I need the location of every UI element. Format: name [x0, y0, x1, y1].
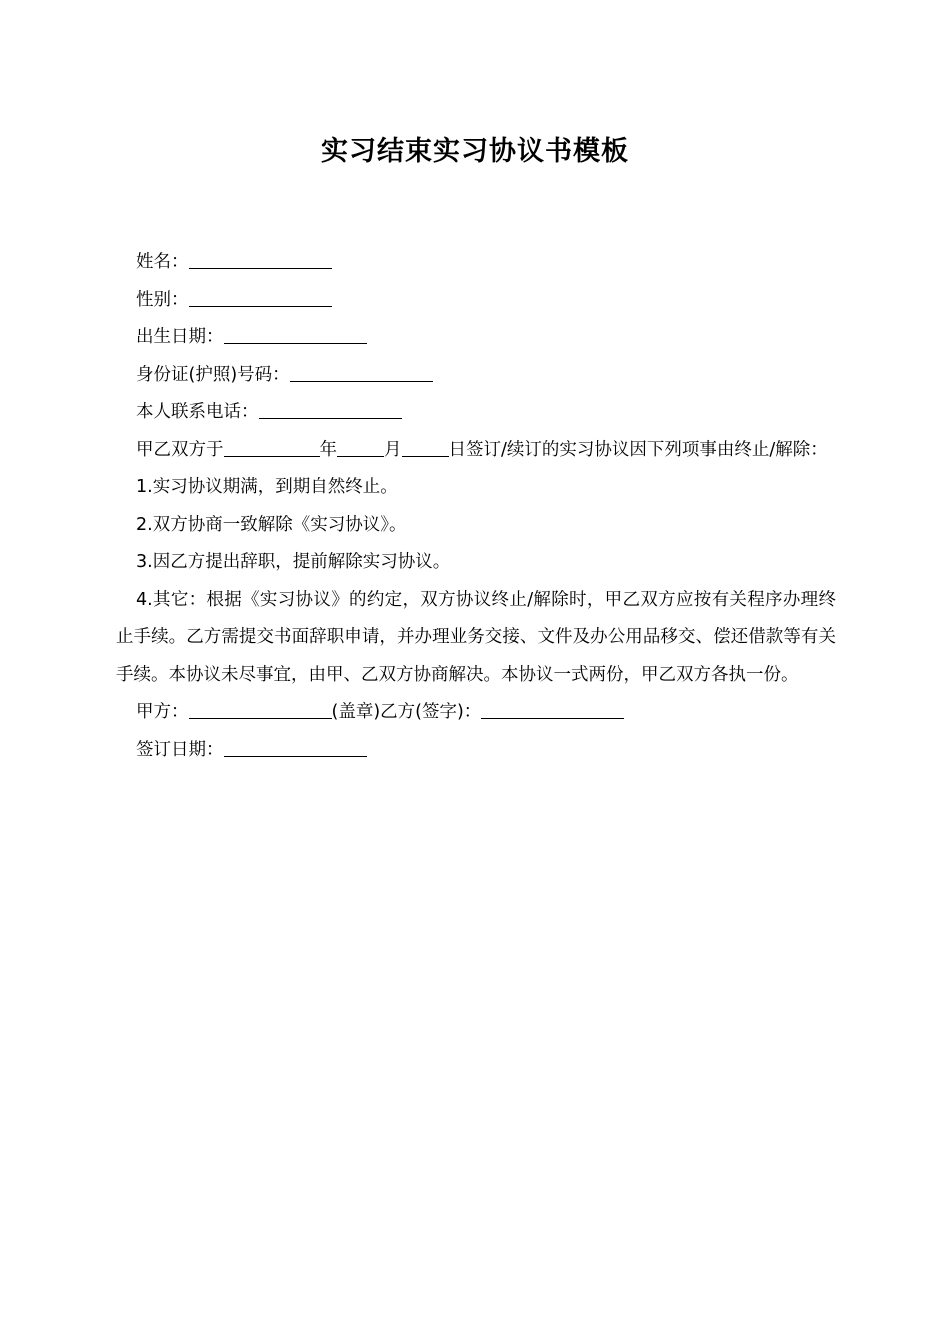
- gender-label: 性别：: [136, 289, 189, 310]
- name-label: 姓名：: [136, 252, 189, 272]
- list-item: 2.双方协商一致解除《实习协议》。: [136, 514, 407, 535]
- document-body: [116, 244, 836, 769]
- name-line: [116, 244, 836, 282]
- name-blank: [189, 251, 332, 270]
- intro-paragraph: [116, 432, 836, 470]
- birth-line: [116, 319, 836, 357]
- year-blank: [224, 438, 320, 457]
- document-title: 实习结束实习协议书模板: [321, 136, 629, 167]
- list-item: 4.其它：根据《实习协议》的约定，双方协议终止/解除时，甲乙双方应按有关程序办理终止手续。乙方需提交书面辞职申请，并办理业务交接、文件及办公用品移交、偿还借款等有关手续。本协议未尽事宜，由甲、乙双方协商解决。本协议一式两份，甲乙双方各执一份。: [116, 589, 836, 685]
- party-b-label: 乙方(签字)：: [380, 702, 482, 722]
- seal-label: (盖章): [331, 702, 381, 722]
- id-blank: [290, 363, 433, 382]
- signature-line: [116, 694, 836, 732]
- birth-blank: [224, 326, 367, 345]
- birth-label: 出生日期：: [136, 327, 224, 347]
- day-blank: [402, 438, 449, 457]
- date-blank: [224, 738, 367, 757]
- id-label: 身份证(护照)号码：: [136, 364, 290, 385]
- list-item: 1.实习协议期满，到期自然终止。: [136, 477, 398, 497]
- party-a-blank: [189, 701, 332, 720]
- intro-year: 年: [319, 439, 337, 460]
- date-label: 签订日期：: [136, 739, 224, 760]
- phone-label: 本人联系电话：: [136, 402, 259, 422]
- phone-line: [116, 394, 836, 432]
- date-line: [116, 732, 836, 770]
- gender-line: [116, 282, 836, 320]
- gender-blank: [189, 288, 332, 307]
- id-line: [116, 357, 836, 395]
- month-blank: [337, 438, 384, 457]
- party-a-label: 甲方：: [136, 702, 189, 722]
- intro-month: 月: [384, 439, 402, 460]
- intro-suffix: 日签订/续订的实习协议因下列项事由终止/解除：: [448, 439, 828, 460]
- party-b-blank: [481, 701, 624, 720]
- list-item: 3.因乙方提出辞职，提前解除实习协议。: [136, 552, 451, 572]
- phone-blank: [259, 401, 402, 420]
- intro-prefix: 甲乙双方于: [136, 439, 224, 460]
